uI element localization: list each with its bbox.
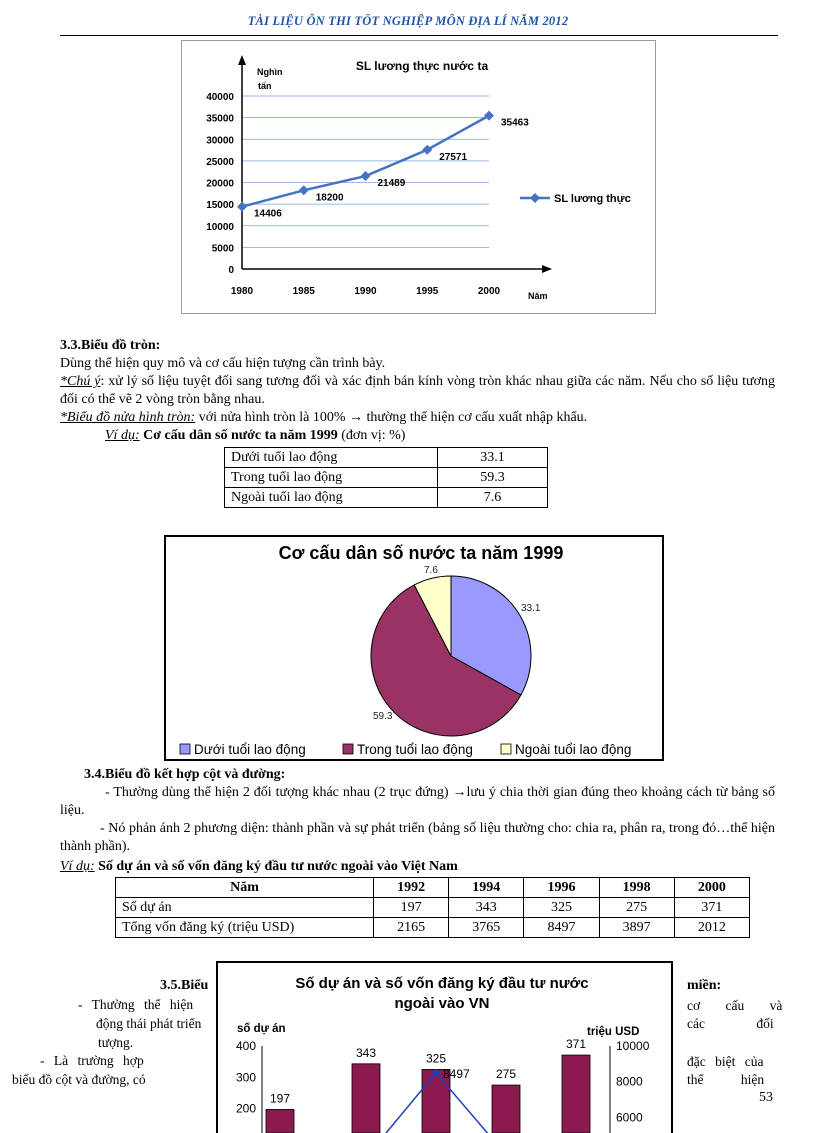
line-chart-x-ticks [231,286,501,297]
pie-chart-box [164,535,664,761]
y-tick-label: 0 [228,265,234,276]
line-chart-x-unit: Năm [528,291,548,301]
right-tick-label: 6000 [616,1110,643,1125]
table-header: 1996 [524,878,599,898]
combo-bar [562,1055,590,1133]
section-34-p2: - Nó phản ánh 2 phương diện: thành phần và sự phát triển (bảng số liệu thường cho: chia ra, phân ra, trong đó…thể hiện thành phần). [60,821,775,854]
page-number: 53 [759,1090,773,1105]
table-cell: 325 [524,898,599,918]
table-header: 1992 [374,878,449,898]
table-cell: 3765 [449,918,524,938]
section-35-r2: các đối [687,1016,774,1031]
table-header: 2000 [674,878,749,898]
section-33-example [105,427,405,445]
section-35-r1: cơ cấu và [687,998,783,1013]
combo-left-label: số dự án [237,1023,286,1035]
half-circle-label: *Biểu đồ nửa hình tròn: [60,410,196,425]
section-34-heading: 3.4.Biểu đồ kết hợp cột và đường: [84,767,286,782]
section-35-l4: - Là trường hợp [40,1053,144,1068]
table-header: Năm [116,878,374,898]
table-cell: Trong tuổi lao động [225,468,438,488]
line-chart [182,41,655,313]
y-tick-label: 5000 [211,243,234,255]
table-header-row [116,878,750,898]
table-header: 1998 [599,878,674,898]
table-row [225,448,548,468]
combo-bar [492,1085,520,1133]
table-cell: 343 [449,898,524,918]
bar-data-label: 371 [565,1037,587,1052]
line-data-label: 14406 [254,208,282,220]
y-axis-arrowhead [238,55,246,65]
line-data-label: 21489 [377,178,406,190]
line-chart-title: SL lương thực nước ta [355,59,489,73]
p1-text-b: lưu ý chia thời gian đúng theo khoảng cách từ bảng số liệu. [60,785,776,818]
section-35-heading-right: miền: [687,978,722,993]
pie-label-ngoai: 7.6 [424,565,438,576]
line-point [361,171,371,181]
section-33-heading: 3.3.Biểu đồ tròn: [60,338,161,353]
table-row [116,898,750,918]
y-tick-label: 35000 [206,113,234,125]
line-point [299,185,309,195]
y-tick-label: 40000 [206,92,234,103]
section-33-note [60,373,775,409]
example-label: Ví dụ: [105,428,140,443]
section-33-line1: Dùng thể hiện quy mô và cơ cấu hiện tượng cần trình bày. [60,356,386,371]
line-data-label: 27571 [439,151,468,163]
line-chart-y-ticks [206,92,234,276]
legend-label-duoi: Dưới tuổi lao động [194,742,306,757]
bar-data-label: 275 [495,1067,517,1082]
section-35-l1: - Thường thể hiện [78,997,194,1012]
legend-swatch-duoi [180,744,190,754]
table-cell: 59.3 [438,468,548,488]
left-tick-label: 200 [235,1101,256,1116]
half-circle-tail: thường thể hiện cơ cấu xuất nhập khẩu. [363,410,588,425]
table-cell: 7.6 [438,488,548,508]
line-point [422,145,432,155]
legend-marker [530,193,540,203]
arrow-icon: → [452,785,467,800]
pie-label-trong: 59.3 [373,711,393,722]
example-unit: (đơn vị: %) [337,428,406,443]
legend-swatch-ngoai [501,744,511,754]
bar-data-label: 325 [425,1051,447,1066]
combo-chart [218,963,671,1133]
table-cell: 8497 [524,918,599,938]
x-tick-label: 1990 [354,286,377,297]
line-chart-y-unit-1: Nghìn [257,67,283,77]
section-35-r4: thể hiện [687,1072,765,1087]
example-title: Cơ cấu dân số nước ta năm 1999 [139,428,338,443]
y-tick-label: 20000 [206,178,234,190]
right-tick-label: 10000 [616,1039,650,1053]
x-axis-arrowhead [542,265,552,273]
y-tick-label: 25000 [206,156,234,168]
page-header: TÀI LIỆU ÔN THI TỐT NGHIỆP MÔN ĐỊA LÍ NĂM 2012 [247,14,569,28]
note-label: *Chú ý [60,374,101,389]
table-row [225,468,548,488]
pie-legend [180,742,631,757]
bar-data-label: 343 [355,1045,377,1060]
p1-text-a: - Thường dùng thể hiện 2 đối tượng khác nhau (2 trục đứng) [105,785,453,800]
x-tick-label: 1985 [292,286,315,297]
arrow-icon: → [349,410,363,425]
line-chart-legend: SL lương thực [554,193,631,205]
fdi-table [115,877,750,938]
section-35-l3: tượng. [98,1035,134,1050]
line-data-label: 18200 [315,192,344,204]
pie-slices [371,576,531,736]
y-tick-label: 15000 [206,200,234,212]
section-35-l5: biểu đồ cột và đường, có [12,1072,146,1087]
table-header: 1994 [449,878,524,898]
table-cell: 197 [374,898,449,918]
table-cell: Số dự án [116,898,374,918]
line-data-label: 8497 [443,1066,470,1081]
table-cell: Ngoài tuổi lao động [225,488,438,508]
combo-bar [266,1109,294,1133]
left-tick-label: 400 [235,1039,256,1053]
line-chart-y-unit-2: tấn [258,81,272,91]
combo-right-label: triệu USD [587,1026,640,1038]
section-35-l2: động thái phát triển [96,1016,202,1031]
line-point [237,202,247,212]
example-title: Số dự án và số vốn đăng ký đầu tư nước ngoài vào Việt Nam [94,859,458,874]
section-33-half [60,409,587,427]
combo-bars [266,1055,590,1133]
y-tick-label: 30000 [206,135,234,147]
table-row [225,488,548,508]
note-text: : xử lý số liệu tuyệt đối sang tương đối và xác định bán kính vòng tròn khác nhau giữa các năm. Nếu cho số liệu tương đối có thể vẽ 2 vòng tròn bằng nhau. [60,374,775,407]
table-cell: 2165 [374,918,449,938]
pie-label-duoi: 33.1 [521,603,541,614]
combo-right-ticks [616,1039,650,1133]
half-circle-text: với nửa hình tròn là 100% [195,410,349,425]
x-tick-label: 1980 [230,286,254,297]
section-34-p1 [60,784,775,820]
table-row [116,918,750,938]
table-cell: Tổng vốn đăng ký (triệu USD) [116,918,374,938]
section-35-heading: 3.5.Biểu [160,978,209,993]
combo-left-ticks [236,1039,256,1116]
header-divider [60,35,778,36]
y-tick-label: 10000 [206,221,234,233]
x-tick-label: 1995 [416,286,439,297]
section-35-r3: đặc biệt của [687,1054,764,1069]
section-34-example [60,858,458,876]
pie-chart-title: Cơ cấu dân số nước ta năm 1999 [278,543,564,563]
legend-label-trong: Trong tuổi lao động [357,742,473,757]
legend-label-ngoai: Ngoài tuổi lao động [515,742,632,757]
table-cell: Dưới tuổi lao động [225,448,438,468]
table-cell: 2012 [674,918,749,938]
combo-title-2: ngoài vào VN [394,995,490,1012]
bar-data-label: 197 [269,1091,291,1106]
line-data-label: 35463 [501,117,529,129]
line-point [484,111,494,121]
population-table [224,447,548,508]
example-label: Ví dụ: [60,859,95,874]
combo-chart-box [216,961,673,1133]
left-tick-label: 300 [235,1070,256,1085]
line-chart-box [181,40,656,314]
table-cell: 371 [674,898,749,918]
table-cell: 33.1 [438,448,548,468]
x-tick-label: 2000 [477,286,501,297]
combo-title-1: Số dự án và số vốn đăng ký đầu tư nước [295,975,589,992]
pie-chart [166,537,662,759]
legend-swatch-trong [343,744,353,754]
right-tick-label: 8000 [616,1074,643,1089]
table-cell: 3897 [599,918,674,938]
table-cell: 275 [599,898,674,918]
